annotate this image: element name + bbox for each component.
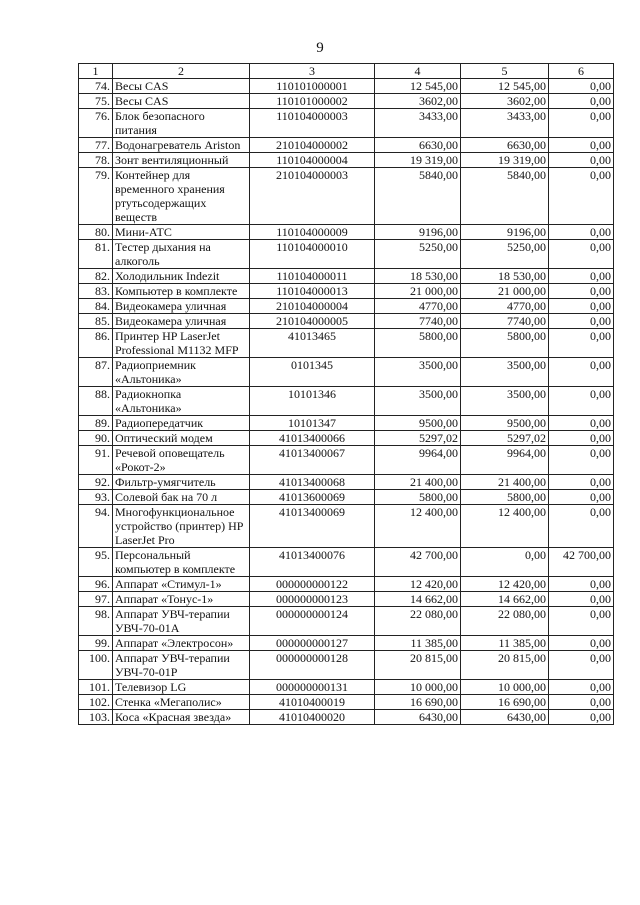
depreciation-cell: 5250,00 bbox=[461, 240, 549, 269]
table-row bbox=[79, 329, 614, 358]
column-header: 3 bbox=[250, 64, 375, 79]
row-number-cell: 85. bbox=[79, 314, 113, 329]
residual-value-cell: 0,00 bbox=[549, 695, 614, 710]
value-cell: 18 530,00 bbox=[375, 269, 461, 284]
depreciation-cell: 18 530,00 bbox=[461, 269, 549, 284]
inventory-code-cell: 110101000002 bbox=[250, 94, 375, 109]
item-name-cell: Весы CAS bbox=[113, 79, 250, 94]
table-row bbox=[79, 109, 614, 138]
depreciation-cell: 9964,00 bbox=[461, 446, 549, 475]
value-cell: 3433,00 bbox=[375, 109, 461, 138]
value-cell: 6630,00 bbox=[375, 138, 461, 153]
inventory-code-cell: 000000000131 bbox=[250, 680, 375, 695]
table-row bbox=[79, 314, 614, 329]
column-header: 6 bbox=[549, 64, 614, 79]
depreciation-cell: 5800,00 bbox=[461, 490, 549, 505]
inventory-code-cell: 110104000003 bbox=[250, 109, 375, 138]
inventory-code-cell: 110104000013 bbox=[250, 284, 375, 299]
row-number-cell: 87. bbox=[79, 358, 113, 387]
item-name-cell: Аппарат УВЧ-терапии УВЧ-70-01А bbox=[113, 607, 250, 636]
inventory-code-cell: 000000000128 bbox=[250, 651, 375, 680]
item-name-cell: Телевизор LG bbox=[113, 680, 250, 695]
inventory-code-cell: 41013600069 bbox=[250, 490, 375, 505]
table-row bbox=[79, 168, 614, 225]
depreciation-cell: 11 385,00 bbox=[461, 636, 549, 651]
depreciation-cell: 20 815,00 bbox=[461, 651, 549, 680]
row-number-cell: 82. bbox=[79, 269, 113, 284]
inventory-code-cell: 000000000122 bbox=[250, 577, 375, 592]
table-row bbox=[79, 490, 614, 505]
inventory-code-cell: 41013400066 bbox=[250, 431, 375, 446]
table-row bbox=[79, 299, 614, 314]
depreciation-cell: 22 080,00 bbox=[461, 607, 549, 636]
residual-value-cell: 0,00 bbox=[549, 240, 614, 269]
residual-value-cell: 0,00 bbox=[549, 299, 614, 314]
value-cell: 3500,00 bbox=[375, 358, 461, 387]
inventory-code-cell: 41010400019 bbox=[250, 695, 375, 710]
depreciation-cell: 9196,00 bbox=[461, 225, 549, 240]
value-cell: 5800,00 bbox=[375, 329, 461, 358]
item-name-cell: Многофункциональное устройство (принтер) HP LaserJet Pro bbox=[113, 505, 250, 548]
row-number-cell: 96. bbox=[79, 577, 113, 592]
table-row bbox=[79, 416, 614, 431]
value-cell: 20 815,00 bbox=[375, 651, 461, 680]
item-name-cell: Фильтр-умягчитель bbox=[113, 475, 250, 490]
residual-value-cell: 0,00 bbox=[549, 269, 614, 284]
row-number-cell: 95. bbox=[79, 548, 113, 577]
item-name-cell: Радиокнопка «Альтоника» bbox=[113, 387, 250, 416]
item-name-cell: Радиопередатчик bbox=[113, 416, 250, 431]
row-number-cell: 86. bbox=[79, 329, 113, 358]
table-row bbox=[79, 695, 614, 710]
item-name-cell: Персональный компьютер в комплекте bbox=[113, 548, 250, 577]
item-name-cell: Стенка «Мегаполис» bbox=[113, 695, 250, 710]
item-name-cell: Аппарат «Электросон» bbox=[113, 636, 250, 651]
value-cell: 12 400,00 bbox=[375, 505, 461, 548]
residual-value-cell: 0,00 bbox=[549, 680, 614, 695]
value-cell: 12 420,00 bbox=[375, 577, 461, 592]
item-name-cell: Контейнер для временного хранения ртутьсодержащих веществ bbox=[113, 168, 250, 225]
table-row bbox=[79, 505, 614, 548]
residual-value-cell: 0,00 bbox=[549, 651, 614, 680]
inventory-code-cell: 41013400069 bbox=[250, 505, 375, 548]
depreciation-cell: 6430,00 bbox=[461, 710, 549, 725]
item-name-cell: Оптический модем bbox=[113, 431, 250, 446]
item-name-cell: Компьютер в комплекте bbox=[113, 284, 250, 299]
table-row bbox=[79, 240, 614, 269]
inventory-code-cell: 210104000002 bbox=[250, 138, 375, 153]
table-row bbox=[79, 284, 614, 299]
value-cell: 3602,00 bbox=[375, 94, 461, 109]
value-cell: 12 545,00 bbox=[375, 79, 461, 94]
row-number-cell: 81. bbox=[79, 240, 113, 269]
residual-value-cell: 0,00 bbox=[549, 284, 614, 299]
depreciation-cell: 19 319,00 bbox=[461, 153, 549, 168]
item-name-cell: Видеокамера уличная bbox=[113, 314, 250, 329]
table-row bbox=[79, 153, 614, 168]
table-row bbox=[79, 446, 614, 475]
depreciation-cell: 9500,00 bbox=[461, 416, 549, 431]
item-name-cell: Аппарат «Тонус-1» bbox=[113, 592, 250, 607]
row-number-cell: 75. bbox=[79, 94, 113, 109]
row-number-cell: 78. bbox=[79, 153, 113, 168]
value-cell: 14 662,00 bbox=[375, 592, 461, 607]
residual-value-cell: 0,00 bbox=[549, 225, 614, 240]
depreciation-cell: 3433,00 bbox=[461, 109, 549, 138]
table-row bbox=[79, 680, 614, 695]
table-row bbox=[79, 79, 614, 94]
residual-value-cell: 0,00 bbox=[549, 490, 614, 505]
value-cell: 5250,00 bbox=[375, 240, 461, 269]
inventory-code-cell: 41013400067 bbox=[250, 446, 375, 475]
residual-value-cell: 0,00 bbox=[549, 329, 614, 358]
depreciation-cell: 14 662,00 bbox=[461, 592, 549, 607]
item-name-cell: Принтер HP LaserJet Professional M1132 MFP bbox=[113, 329, 250, 358]
inventory-code-cell: 210104000003 bbox=[250, 168, 375, 225]
row-number-cell: 91. bbox=[79, 446, 113, 475]
value-cell: 21 000,00 bbox=[375, 284, 461, 299]
inventory-code-cell: 41013400068 bbox=[250, 475, 375, 490]
item-name-cell: Холодильник Indezit bbox=[113, 269, 250, 284]
table-row bbox=[79, 225, 614, 240]
inventory-code-cell: 110104000009 bbox=[250, 225, 375, 240]
table-row bbox=[79, 592, 614, 607]
table-row bbox=[79, 358, 614, 387]
table-row bbox=[79, 710, 614, 725]
row-number-cell: 102. bbox=[79, 695, 113, 710]
table-row bbox=[79, 269, 614, 284]
residual-value-cell: 0,00 bbox=[549, 607, 614, 636]
inventory-code-cell: 110104000011 bbox=[250, 269, 375, 284]
inventory-table bbox=[78, 63, 614, 725]
inventory-code-cell: 110104000004 bbox=[250, 153, 375, 168]
table-row bbox=[79, 636, 614, 651]
value-cell: 9964,00 bbox=[375, 446, 461, 475]
residual-value-cell: 0,00 bbox=[549, 416, 614, 431]
value-cell: 16 690,00 bbox=[375, 695, 461, 710]
row-number-cell: 84. bbox=[79, 299, 113, 314]
depreciation-cell: 7740,00 bbox=[461, 314, 549, 329]
item-name-cell: Радиоприемник «Альтоника» bbox=[113, 358, 250, 387]
table-row bbox=[79, 94, 614, 109]
item-name-cell: Аппарат УВЧ-терапии УВЧ-70-01Р bbox=[113, 651, 250, 680]
value-cell: 5297,02 bbox=[375, 431, 461, 446]
residual-value-cell: 0,00 bbox=[549, 138, 614, 153]
item-name-cell: Речевой оповещатель «Рокот-2» bbox=[113, 446, 250, 475]
row-number-cell: 99. bbox=[79, 636, 113, 651]
value-cell: 4770,00 bbox=[375, 299, 461, 314]
row-number-cell: 100. bbox=[79, 651, 113, 680]
table-row bbox=[79, 138, 614, 153]
value-cell: 10 000,00 bbox=[375, 680, 461, 695]
table-row bbox=[79, 475, 614, 490]
row-number-cell: 93. bbox=[79, 490, 113, 505]
value-cell: 7740,00 bbox=[375, 314, 461, 329]
value-cell: 22 080,00 bbox=[375, 607, 461, 636]
item-name-cell: Блок безопасного питания bbox=[113, 109, 250, 138]
depreciation-cell: 21 000,00 bbox=[461, 284, 549, 299]
depreciation-cell: 12 400,00 bbox=[461, 505, 549, 548]
row-number-cell: 97. bbox=[79, 592, 113, 607]
inventory-code-cell: 10101346 bbox=[250, 387, 375, 416]
table-row bbox=[79, 548, 614, 577]
value-cell: 19 319,00 bbox=[375, 153, 461, 168]
depreciation-cell: 5800,00 bbox=[461, 329, 549, 358]
row-number-cell: 77. bbox=[79, 138, 113, 153]
inventory-code-cell: 000000000124 bbox=[250, 607, 375, 636]
table-row bbox=[79, 387, 614, 416]
depreciation-cell: 5840,00 bbox=[461, 168, 549, 225]
row-number-cell: 89. bbox=[79, 416, 113, 431]
column-header: 4 bbox=[375, 64, 461, 79]
depreciation-cell: 21 400,00 bbox=[461, 475, 549, 490]
depreciation-cell: 10 000,00 bbox=[461, 680, 549, 695]
residual-value-cell: 0,00 bbox=[549, 431, 614, 446]
residual-value-cell: 0,00 bbox=[549, 475, 614, 490]
item-name-cell: Видеокамера уличная bbox=[113, 299, 250, 314]
value-cell: 3500,00 bbox=[375, 387, 461, 416]
residual-value-cell: 0,00 bbox=[549, 505, 614, 548]
inventory-code-cell: 110101000001 bbox=[250, 79, 375, 94]
inventory-code-cell: 000000000123 bbox=[250, 592, 375, 607]
table-row bbox=[79, 577, 614, 592]
row-number-cell: 80. bbox=[79, 225, 113, 240]
inventory-code-cell: 10101347 bbox=[250, 416, 375, 431]
value-cell: 5840,00 bbox=[375, 168, 461, 225]
column-header: 5 bbox=[461, 64, 549, 79]
value-cell: 9196,00 bbox=[375, 225, 461, 240]
depreciation-cell: 12 545,00 bbox=[461, 79, 549, 94]
residual-value-cell: 0,00 bbox=[549, 153, 614, 168]
table-row bbox=[79, 431, 614, 446]
depreciation-cell: 6630,00 bbox=[461, 138, 549, 153]
value-cell: 42 700,00 bbox=[375, 548, 461, 577]
row-number-cell: 94. bbox=[79, 505, 113, 548]
residual-value-cell: 42 700,00 bbox=[549, 548, 614, 577]
residual-value-cell: 0,00 bbox=[549, 710, 614, 725]
item-name-cell: Мини-АТС bbox=[113, 225, 250, 240]
residual-value-cell: 0,00 bbox=[549, 577, 614, 592]
inventory-code-cell: 41010400020 bbox=[250, 710, 375, 725]
row-number-cell: 74. bbox=[79, 79, 113, 94]
item-name-cell: Тестер дыхания на алкоголь bbox=[113, 240, 250, 269]
row-number-cell: 101. bbox=[79, 680, 113, 695]
value-cell: 21 400,00 bbox=[375, 475, 461, 490]
residual-value-cell: 0,00 bbox=[549, 446, 614, 475]
inventory-code-cell: 000000000127 bbox=[250, 636, 375, 651]
row-number-cell: 90. bbox=[79, 431, 113, 446]
row-number-cell: 76. bbox=[79, 109, 113, 138]
column-header: 1 bbox=[79, 64, 113, 79]
residual-value-cell: 0,00 bbox=[549, 636, 614, 651]
value-cell: 6430,00 bbox=[375, 710, 461, 725]
table-row bbox=[79, 651, 614, 680]
residual-value-cell: 0,00 bbox=[549, 168, 614, 225]
item-name-cell: Аппарат «Стимул-1» bbox=[113, 577, 250, 592]
depreciation-cell: 3500,00 bbox=[461, 358, 549, 387]
residual-value-cell: 0,00 bbox=[549, 387, 614, 416]
inventory-code-cell: 41013465 bbox=[250, 329, 375, 358]
row-number-cell: 103. bbox=[79, 710, 113, 725]
depreciation-cell: 16 690,00 bbox=[461, 695, 549, 710]
row-number-cell: 98. bbox=[79, 607, 113, 636]
depreciation-cell: 3500,00 bbox=[461, 387, 549, 416]
item-name-cell: Зонт вентиляционный bbox=[113, 153, 250, 168]
item-name-cell: Коса «Красная звезда» bbox=[113, 710, 250, 725]
value-cell: 9500,00 bbox=[375, 416, 461, 431]
depreciation-cell: 12 420,00 bbox=[461, 577, 549, 592]
value-cell: 5800,00 bbox=[375, 490, 461, 505]
row-number-cell: 83. bbox=[79, 284, 113, 299]
row-number-cell: 88. bbox=[79, 387, 113, 416]
row-number-cell: 92. bbox=[79, 475, 113, 490]
item-name-cell: Солевой бак на 70 л bbox=[113, 490, 250, 505]
depreciation-cell: 5297,02 bbox=[461, 431, 549, 446]
residual-value-cell: 0,00 bbox=[549, 109, 614, 138]
row-number-cell: 79. bbox=[79, 168, 113, 225]
inventory-code-cell: 210104000004 bbox=[250, 299, 375, 314]
item-name-cell: Весы CAS bbox=[113, 94, 250, 109]
residual-value-cell: 0,00 bbox=[549, 79, 614, 94]
inventory-code-cell: 41013400076 bbox=[250, 548, 375, 577]
value-cell: 11 385,00 bbox=[375, 636, 461, 651]
residual-value-cell: 0,00 bbox=[549, 592, 614, 607]
residual-value-cell: 0,00 bbox=[549, 314, 614, 329]
column-header: 2 bbox=[113, 64, 250, 79]
residual-value-cell: 0,00 bbox=[549, 94, 614, 109]
residual-value-cell: 0,00 bbox=[549, 358, 614, 387]
inventory-code-cell: 110104000010 bbox=[250, 240, 375, 269]
page-number: 9 bbox=[316, 40, 324, 56]
depreciation-cell: 3602,00 bbox=[461, 94, 549, 109]
table-header-row bbox=[79, 64, 614, 79]
depreciation-cell: 4770,00 bbox=[461, 299, 549, 314]
depreciation-cell: 0,00 bbox=[461, 548, 549, 577]
inventory-code-cell: 0101345 bbox=[250, 358, 375, 387]
table-row bbox=[79, 607, 614, 636]
inventory-code-cell: 210104000005 bbox=[250, 314, 375, 329]
item-name-cell: Водонагреватель Ariston bbox=[113, 138, 250, 153]
